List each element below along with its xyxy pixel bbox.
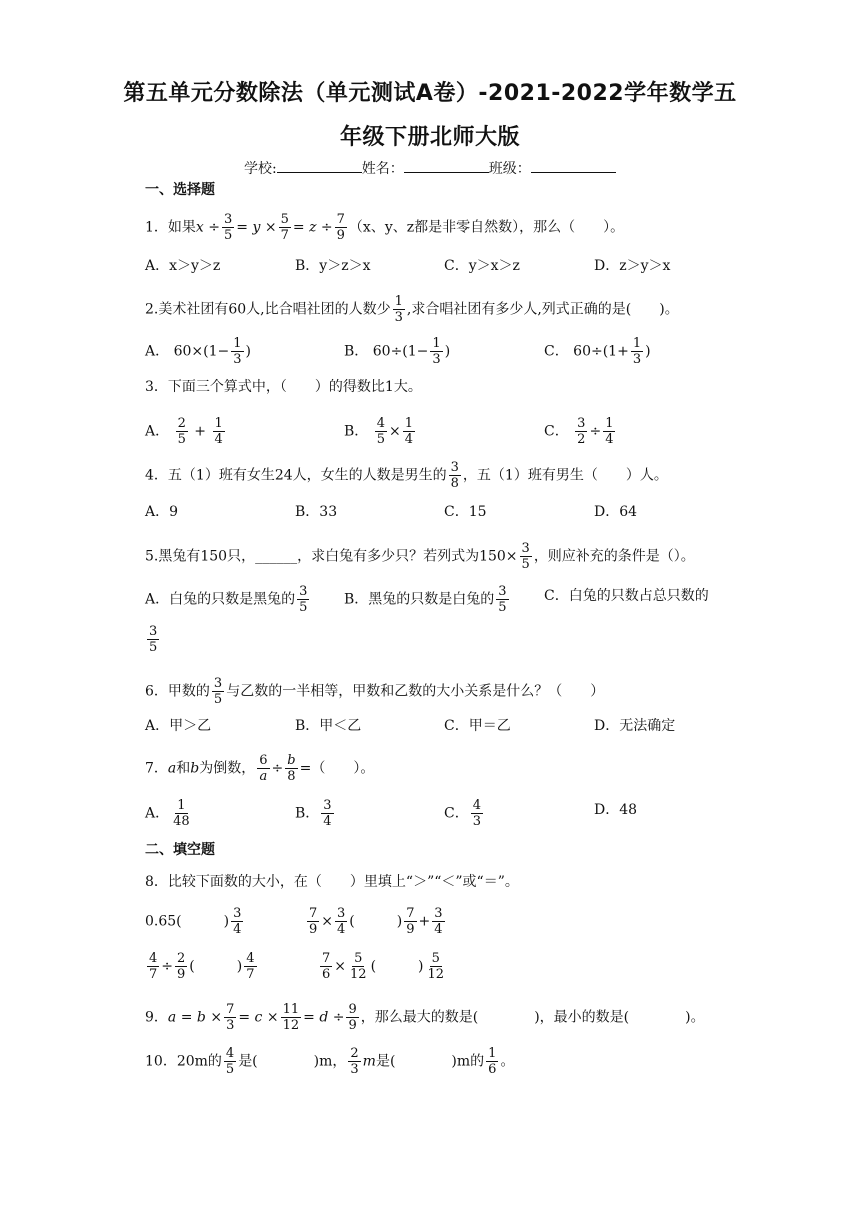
q1-var-x: x (195, 219, 204, 236)
q5-option-a[interactable]: A．白兔的只数是黑兔的 $\frac{3}{5}$ (145, 584, 308, 615)
q2-option-a[interactable]: A． 60×(1− $\frac{1}{3}$ ) (145, 336, 251, 367)
q4-option-d[interactable]: D．64 (594, 504, 638, 520)
q6-option-d[interactable]: D．无法确定 (594, 718, 676, 734)
question-1: 1．如果x ÷ $\frac{3}{5}$ = y × $\frac{5}{7}$ = z ÷ $\frac{7}{9}$ （x、y、z都是非零自然数），那么（ ）。 (145, 212, 625, 243)
section-heading-choice: 一、选择题 (145, 182, 215, 198)
question-6: 6．甲数的 $\frac{3}{5}$ 与乙数的一半相等，甲数和乙数的大小关系是什么？（ ） (145, 676, 605, 707)
question-10: 10．20m的 $\frac{4}{5}$ 是( )m， $\frac{2}{3}$ m是( )m的 $\frac{1}{6}$ 。 (145, 1046, 515, 1077)
q8-item-4: $\frac{7}{6}$ × $\frac{5}{12}$ ( ) $\frac{5}{12}$ (322, 951, 445, 982)
q1-prefix: 如果 (167, 219, 196, 236)
q1-option-a[interactable]: A．x＞y＞z (145, 258, 221, 274)
question-5: 5.黑兔有150只，______，求白兔有多少只？若列式为150× $\frac{3}{5}$ ，则应补充的条件是（）。 (145, 541, 695, 572)
q3-option-c[interactable]: C． $\frac{3}{2}$ ÷ $\frac{1}{4}$ (544, 416, 614, 447)
school-label: 学校: (244, 161, 277, 177)
question-7: 7．a和b为倒数， $\frac{6}{a}$ ÷ $\frac{b}{8}$ =（ ）。 (145, 753, 375, 784)
q4-option-c[interactable]: C．15 (444, 504, 487, 520)
class-field[interactable] (531, 158, 616, 173)
q8-blank-3[interactable]: ( ) (189, 958, 243, 975)
q7-option-c[interactable]: C． $\frac{4}{3}$ (444, 798, 481, 829)
name-field[interactable] (404, 158, 489, 173)
q5-option-b[interactable]: B．黑兔的只数是白兔的 $\frac{3}{5}$ (344, 584, 507, 615)
q2-suffix: ,求合唱社团有多少人,列式正确的是( )。 (406, 301, 679, 318)
q8-blank-2[interactable]: ( ) (349, 913, 403, 930)
q1-fraction-2: $\frac{5}{7}$ (280, 212, 289, 243)
q8-item-1: 0.65( ) $\frac{3}{4}$ (145, 906, 242, 937)
q1-option-c[interactable]: C．y＞x＞z (444, 258, 520, 274)
school-field[interactable] (277, 158, 362, 173)
q8-item-3: $\frac{4}{7}$ ÷ $\frac{2}{9}$ ( ) $\frac{4}{7}$ (149, 951, 255, 982)
section-heading-fill: 二、填空题 (145, 842, 215, 858)
q2-option-c[interactable]: C． 60÷(1+ $\frac{1}{3}$ ) (544, 336, 651, 367)
q5-option-c[interactable]: C．白兔的只数占总只数的 (544, 588, 709, 604)
q1-suffix: （x、y、z都是非零自然数），那么（ ）。 (348, 219, 625, 236)
question-2 (145, 294, 679, 325)
q7-option-d[interactable]: D．48 (594, 802, 638, 818)
q1-number: 1． (145, 219, 168, 236)
question-4: 4．五（1）班有女生24人，女生的人数是男生的 $\frac{3}{8}$ ，五（1）班有男生（ ）人。 (145, 460, 668, 491)
q8-blank-4[interactable]: ( ) (370, 958, 424, 975)
question-3: 3．下面三个算式中，（ ）的得数比1大。 (145, 379, 422, 395)
q6-fraction: $\frac{3}{5}$ (213, 676, 223, 707)
q4-option-b[interactable]: B．33 (295, 504, 338, 520)
q2-text: 2.美术社团有60人,比合唱社团的人数少 (145, 301, 391, 318)
page-title-line1: 第五单元分数除法（单元测试A卷）-2021-2022学年数学五 (123, 81, 737, 106)
q4-fraction: $\frac{3}{8}$ (450, 460, 459, 491)
q1-option-b[interactable]: B．y＞z＞x (295, 258, 371, 274)
q2-fraction: $\frac{1}{3}$ (394, 294, 403, 325)
question-9: 9．a = b × $\frac{7}{3}$ = c × $\frac{11}{12}$ = d ÷ $\frac{9}{9}$ ，那么最大的数是( )，最小的数是( )。 (145, 1002, 705, 1033)
q6-option-b[interactable]: B．甲＜乙 (295, 718, 362, 734)
q6-option-a[interactable]: A．甲＞乙 (145, 718, 212, 734)
q1-fraction-3: $\frac{7}{9}$ (336, 212, 345, 243)
name-label: 姓名： (361, 161, 404, 177)
q1-var-y: y (252, 219, 261, 236)
q1-var-z: z (309, 219, 317, 236)
q3-option-b[interactable]: B． $\frac{4}{5}$ × $\frac{1}{4}$ (344, 416, 414, 447)
question-8: 8．比较下面数的大小，在（ ）里填上“＞”“＜”或“＝”。 (145, 874, 519, 890)
q4-option-a[interactable]: A．9 (145, 504, 179, 520)
q1-option-d[interactable]: D．z＞y＞x (594, 258, 671, 274)
class-label: 班级： (488, 161, 531, 177)
q7-option-a[interactable]: A． $\frac{1}{48}$ (145, 798, 190, 829)
q3-option-a[interactable]: A． $\frac{2}{5}$ + $\frac{1}{4}$ (145, 416, 223, 447)
page-title-line2: 年级下册北师大版 (339, 125, 520, 150)
q8-item-2: $\frac{7}{9}$ × $\frac{3}{4}$ ( ) $\frac{7}{9}$ + $\frac{3}{4}$ (309, 906, 443, 937)
q7-option-b[interactable]: B． $\frac{3}{4}$ (295, 798, 332, 829)
info-line (244, 158, 616, 179)
q5-fraction: $\frac{3}{5}$ (521, 541, 530, 572)
q6-option-c[interactable]: C．甲＝乙 (444, 718, 511, 734)
q1-fraction-1: $\frac{3}{5}$ (224, 212, 233, 243)
q5-option-c-fraction: $\frac{3}{5}$ (149, 624, 158, 655)
q2-option-b[interactable]: B． 60÷(1− $\frac{1}{3}$ ) (344, 336, 451, 367)
